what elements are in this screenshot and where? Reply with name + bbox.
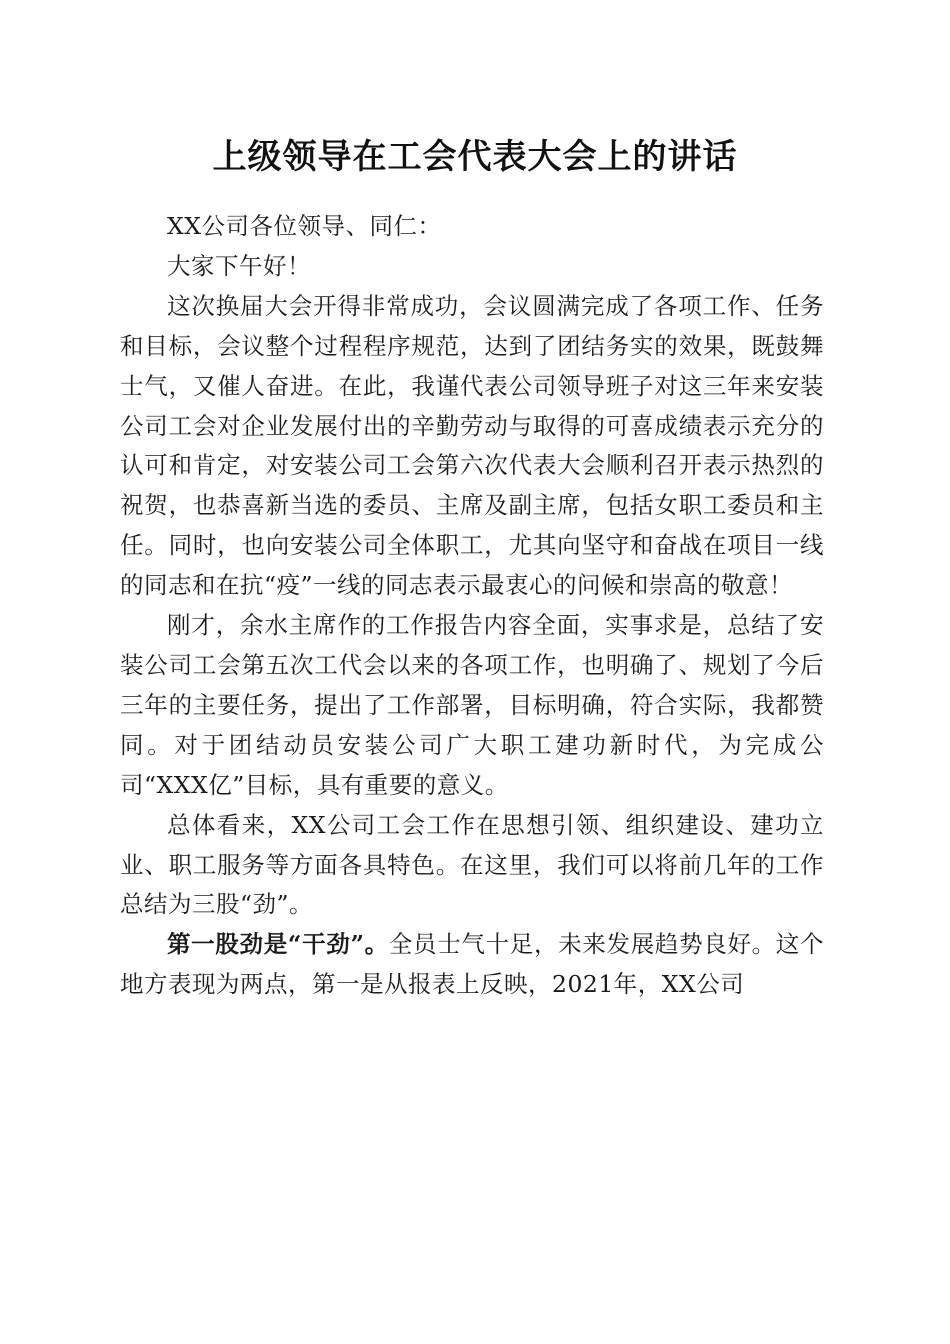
salutation: XX公司各位领导、同仁： (167, 212, 442, 240)
document-title: 上级领导在工会代表大会上的讲话 (212, 137, 738, 177)
paragraph-summary: 总体看来，XX公司工会工作在思想引领、组织建设、建功立业、职工服务等方面各具特色。在这里，我们可以将前几年的工作总结为三股“劲”。 (120, 810, 824, 919)
paragraph-work-report: 刚才，余水主席作的工作报告内容全面，实事求是，总结了安装公司工会第五次工代会以来的各项工作，也明确了、规划了今后三年的主要任务，提出了工作部署，目标明确，符合实际，我都赞同。对于团结动员安装公司广大职工建功新时代，为完成公司“XXX亿”目标，具有重要的意义。 (120, 611, 824, 799)
greeting: 大家下午好！ (167, 251, 311, 280)
section-one-text: 全员士气十足，未来发展趋势良好。这个地方表现为两点，第一是从报表上反映，2021年，XX公司 (120, 930, 824, 999)
paragraph-congratulations: 这次换届大会开得非常成功，会议圆满完成了各项工作、任务和目标，会议整个过程程序规范，达到了团结务实的效果，既鼓舞士气，又催人奋进。在此，我谨代表公司领导班子对这三年来安装公司工会对企业发展付出的辛勤劳动与取得的可喜成绩表示充分的认可和肯定，对安装公司工会第六次代表大会顺利召开表示热烈的祝贺，也恭喜新当选的委员、主席及副主席，包括女职工委员和主任。同时，也向安装公司全体职工，尤其向坚守和奋战在项目一线的同志和在抗“疫”一线的同志表示最衷心的问候和崇高的敬意！ (120, 291, 824, 600)
paragraph-section-one (120, 925, 824, 1005)
document-body (120, 207, 824, 1005)
section-one-lead: 第一股劲是“干劲”。 (167, 930, 389, 959)
